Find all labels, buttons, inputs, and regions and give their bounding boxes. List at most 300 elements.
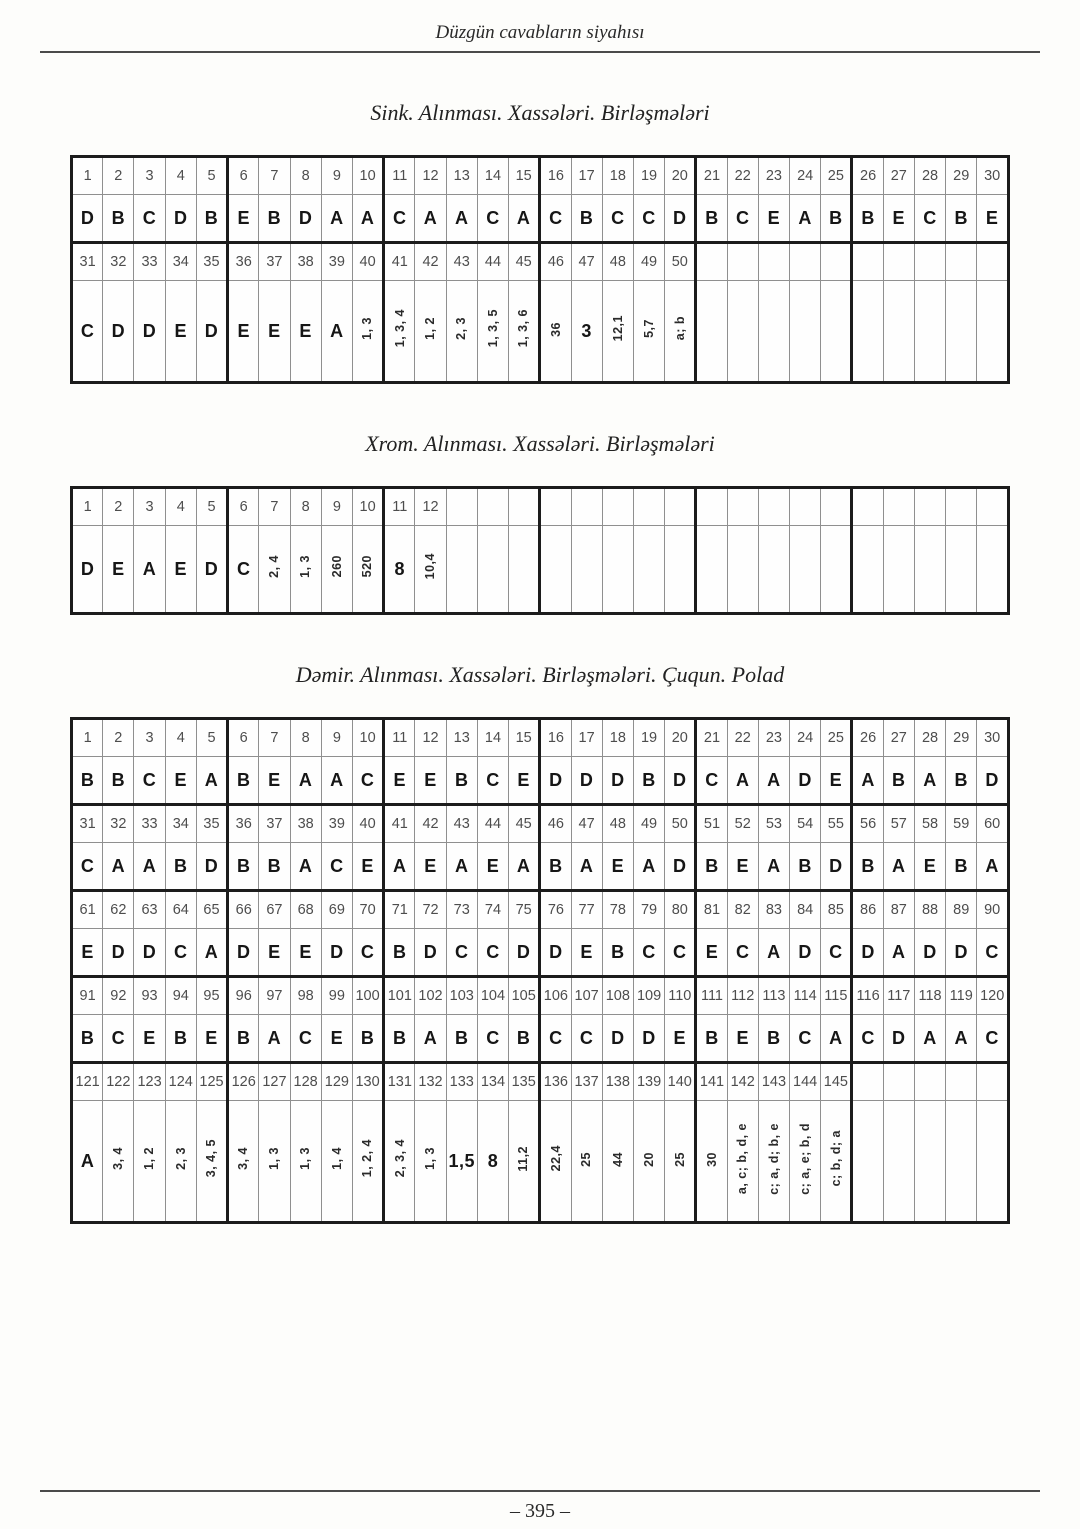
answer-cell: C bbox=[602, 195, 633, 243]
rotated-answer-text: 30 bbox=[704, 1151, 719, 1167]
answer-cell bbox=[352, 281, 383, 383]
answer-key-section bbox=[0, 661, 1080, 1224]
question-number-cell: 2 bbox=[103, 719, 134, 757]
question-number-cell: 29 bbox=[946, 157, 977, 195]
answer-cell: C bbox=[977, 929, 1009, 977]
question-number-cell: 1 bbox=[72, 157, 103, 195]
answer-cell bbox=[290, 526, 321, 614]
answer-cell bbox=[290, 1101, 321, 1223]
answer-cell: C bbox=[165, 929, 196, 977]
answer-table bbox=[70, 717, 1010, 1224]
question-number-cell: 140 bbox=[665, 1063, 696, 1101]
answer-cell: B bbox=[821, 195, 852, 243]
question-number-cell: 45 bbox=[509, 243, 540, 281]
answer-cell: A bbox=[821, 1015, 852, 1063]
answer-cell: B bbox=[446, 1015, 477, 1063]
answer-cell: B bbox=[883, 757, 914, 805]
answer-cell bbox=[509, 281, 540, 383]
answer-cell bbox=[665, 281, 696, 383]
answer-cell bbox=[602, 1101, 633, 1223]
question-number-cell: 3 bbox=[134, 157, 165, 195]
question-number-cell: 4 bbox=[165, 157, 196, 195]
question-number-cell: 16 bbox=[540, 157, 571, 195]
rotated-answer-text: 1, 2 bbox=[423, 317, 438, 340]
rotated-answer-text: 1, 3 bbox=[267, 1147, 282, 1170]
question-number-cell: 103 bbox=[446, 977, 477, 1015]
question-number-cell: 100 bbox=[352, 977, 383, 1015]
question-number-cell: 41 bbox=[384, 805, 415, 843]
answer-cell: 8 bbox=[384, 526, 415, 614]
question-number-cell: 20 bbox=[665, 719, 696, 757]
answer-cell: B bbox=[696, 1015, 727, 1063]
answer-cell: E bbox=[602, 843, 633, 891]
answer-cell: C bbox=[477, 929, 508, 977]
question-number-cell: 142 bbox=[727, 1063, 758, 1101]
question-number-cell: 37 bbox=[259, 243, 290, 281]
answer-cell: A bbox=[446, 843, 477, 891]
question-number-cell: 133 bbox=[446, 1063, 477, 1101]
question-number-cell bbox=[821, 488, 852, 526]
question-number-cell: 39 bbox=[321, 243, 352, 281]
question-number-cell bbox=[821, 243, 852, 281]
answer-cell: E bbox=[103, 526, 134, 614]
answer-cell: A bbox=[571, 843, 602, 891]
question-number-cell: 66 bbox=[228, 891, 259, 929]
rotated-answer-text: 25 bbox=[579, 1151, 594, 1167]
answer-cell: E bbox=[696, 929, 727, 977]
answer-cell: B bbox=[696, 843, 727, 891]
question-number-cell: 26 bbox=[852, 157, 883, 195]
question-number-cell: 27 bbox=[883, 719, 914, 757]
answer-cell bbox=[446, 526, 477, 614]
question-number-cell: 49 bbox=[633, 243, 664, 281]
question-number-cell: 44 bbox=[477, 243, 508, 281]
rotated-answer-text: 3, 4 bbox=[236, 1147, 251, 1170]
question-number-cell bbox=[852, 1063, 883, 1101]
question-number-cell: 67 bbox=[259, 891, 290, 929]
answer-cell: D bbox=[228, 929, 259, 977]
page-header bbox=[0, 0, 1080, 53]
question-number-cell: 21 bbox=[696, 157, 727, 195]
answer-cell: E bbox=[415, 757, 446, 805]
question-number-cell: 56 bbox=[852, 805, 883, 843]
answer-cell: E bbox=[165, 526, 196, 614]
question-number-cell: 125 bbox=[196, 1063, 227, 1101]
question-number-cell: 116 bbox=[852, 977, 883, 1015]
question-number-row bbox=[72, 243, 1009, 281]
question-number-cell: 18 bbox=[602, 157, 633, 195]
answer-key-tables bbox=[0, 99, 1080, 1224]
question-number-cell bbox=[914, 243, 945, 281]
question-number-cell: 12 bbox=[415, 157, 446, 195]
question-number-cell: 29 bbox=[946, 719, 977, 757]
question-number-cell: 11 bbox=[384, 719, 415, 757]
answer-cell: C bbox=[477, 195, 508, 243]
answer-cell bbox=[571, 1101, 602, 1223]
question-number-cell: 17 bbox=[571, 719, 602, 757]
answer-cell: A bbox=[758, 757, 789, 805]
answer-row bbox=[72, 929, 1009, 977]
question-number-cell: 77 bbox=[571, 891, 602, 929]
rotated-answer-text: 3, 4 bbox=[111, 1147, 126, 1170]
question-number-cell bbox=[977, 1063, 1009, 1101]
answer-cell: E bbox=[883, 195, 914, 243]
answer-cell bbox=[821, 281, 852, 383]
question-number-cell: 4 bbox=[165, 719, 196, 757]
rotated-answer-text: 1, 3 bbox=[423, 1147, 438, 1170]
answer-cell: D bbox=[977, 757, 1009, 805]
question-number-cell: 141 bbox=[696, 1063, 727, 1101]
answer-cell bbox=[946, 1101, 977, 1223]
answer-cell: B bbox=[228, 757, 259, 805]
question-number-cell: 121 bbox=[72, 1063, 103, 1101]
answer-cell: C bbox=[477, 757, 508, 805]
rotated-answer-text: a; b bbox=[672, 316, 687, 341]
answer-cell bbox=[415, 1101, 446, 1223]
question-number-cell: 119 bbox=[946, 977, 977, 1015]
rotated-answer-text: c; a, d; b, e bbox=[766, 1122, 781, 1195]
question-number-cell bbox=[696, 243, 727, 281]
answer-cell: C bbox=[446, 929, 477, 977]
answer-cell: D bbox=[852, 929, 883, 977]
answer-table bbox=[70, 155, 1010, 384]
answer-cell bbox=[852, 281, 883, 383]
answer-cell: 1,5 bbox=[446, 1101, 477, 1223]
answer-cell: B bbox=[228, 843, 259, 891]
answer-cell: D bbox=[72, 195, 103, 243]
answer-cell: A bbox=[852, 757, 883, 805]
question-number-row bbox=[72, 891, 1009, 929]
question-number-cell: 127 bbox=[259, 1063, 290, 1101]
answer-cell: 3 bbox=[571, 281, 602, 383]
question-number-cell: 47 bbox=[571, 243, 602, 281]
answer-key-section bbox=[0, 430, 1080, 615]
question-number-cell: 145 bbox=[821, 1063, 852, 1101]
answer-cell bbox=[134, 1101, 165, 1223]
question-number-cell bbox=[727, 488, 758, 526]
question-number-cell bbox=[446, 488, 477, 526]
answer-cell: D bbox=[602, 757, 633, 805]
question-number-cell: 24 bbox=[790, 719, 821, 757]
question-number-cell: 7 bbox=[259, 157, 290, 195]
question-number-cell: 144 bbox=[790, 1063, 821, 1101]
answer-cell: A bbox=[259, 1015, 290, 1063]
question-number-cell: 87 bbox=[883, 891, 914, 929]
question-number-cell: 2 bbox=[103, 488, 134, 526]
question-number-cell: 26 bbox=[852, 719, 883, 757]
question-number-cell: 6 bbox=[228, 719, 259, 757]
question-number-cell: 126 bbox=[228, 1063, 259, 1101]
question-number-cell: 19 bbox=[633, 719, 664, 757]
answer-cell bbox=[821, 1101, 852, 1223]
answer-cell: C bbox=[540, 195, 571, 243]
answer-cell bbox=[321, 1101, 352, 1223]
question-number-cell: 49 bbox=[633, 805, 664, 843]
answer-cell bbox=[384, 1101, 415, 1223]
question-number-cell: 92 bbox=[103, 977, 134, 1015]
answer-cell: D bbox=[165, 195, 196, 243]
question-number-cell: 15 bbox=[509, 719, 540, 757]
question-number-cell: 46 bbox=[540, 243, 571, 281]
answer-cell: B bbox=[946, 757, 977, 805]
question-number-row bbox=[72, 977, 1009, 1015]
answer-cell: B bbox=[790, 843, 821, 891]
question-number-cell: 70 bbox=[352, 891, 383, 929]
answer-cell: D bbox=[103, 929, 134, 977]
answer-cell bbox=[727, 281, 758, 383]
question-number-cell: 79 bbox=[633, 891, 664, 929]
question-number-cell: 113 bbox=[758, 977, 789, 1015]
question-number-cell: 10 bbox=[352, 488, 383, 526]
answer-cell: D bbox=[790, 929, 821, 977]
answer-cell: C bbox=[665, 929, 696, 977]
answer-cell bbox=[352, 526, 383, 614]
question-number-cell: 30 bbox=[977, 719, 1009, 757]
rotated-answer-text: 1, 3, 5 bbox=[485, 309, 500, 348]
answer-table bbox=[70, 486, 1010, 615]
question-number-row bbox=[72, 805, 1009, 843]
answer-cell: D bbox=[196, 526, 227, 614]
question-number-cell: 55 bbox=[821, 805, 852, 843]
answer-cell bbox=[914, 1101, 945, 1223]
question-number-cell bbox=[696, 488, 727, 526]
answer-cell: E bbox=[415, 843, 446, 891]
rotated-answer-text: 1, 3 bbox=[298, 1147, 313, 1170]
question-number-cell: 8 bbox=[290, 719, 321, 757]
answer-cell: D bbox=[134, 929, 165, 977]
answer-cell: A bbox=[321, 757, 352, 805]
answer-cell bbox=[727, 1101, 758, 1223]
question-number-cell: 6 bbox=[228, 157, 259, 195]
answer-cell: A bbox=[134, 843, 165, 891]
question-number-cell: 128 bbox=[290, 1063, 321, 1101]
question-number-cell: 12 bbox=[415, 719, 446, 757]
rotated-answer-text: 2, 3, 4 bbox=[392, 1139, 407, 1178]
answer-cell: A bbox=[727, 757, 758, 805]
answer-cell: A bbox=[790, 195, 821, 243]
answer-cell bbox=[477, 526, 508, 614]
question-number-cell bbox=[727, 243, 758, 281]
question-number-cell: 35 bbox=[196, 805, 227, 843]
answer-row bbox=[72, 526, 1009, 614]
question-number-cell: 71 bbox=[384, 891, 415, 929]
question-number-cell: 28 bbox=[914, 157, 945, 195]
answer-cell: D bbox=[415, 929, 446, 977]
question-number-cell: 90 bbox=[977, 891, 1009, 929]
running-head: Düzgün cavabların siyahısı bbox=[435, 22, 645, 43]
question-number-cell: 39 bbox=[321, 805, 352, 843]
question-number-cell: 5 bbox=[196, 719, 227, 757]
question-number-cell: 14 bbox=[477, 719, 508, 757]
answer-cell bbox=[758, 526, 789, 614]
answer-cell bbox=[883, 526, 914, 614]
answer-cell: C bbox=[540, 1015, 571, 1063]
question-number-cell: 105 bbox=[509, 977, 540, 1015]
answer-cell: A bbox=[946, 1015, 977, 1063]
question-number-cell: 30 bbox=[977, 157, 1009, 195]
answer-cell: E bbox=[165, 757, 196, 805]
answer-cell: D bbox=[914, 929, 945, 977]
question-number-cell bbox=[540, 488, 571, 526]
answer-cell: E bbox=[165, 281, 196, 383]
question-number-cell: 18 bbox=[602, 719, 633, 757]
question-number-cell bbox=[571, 488, 602, 526]
answer-cell: E bbox=[477, 843, 508, 891]
question-number-cell bbox=[758, 243, 789, 281]
question-number-cell: 69 bbox=[321, 891, 352, 929]
rotated-answer-text: 10,4 bbox=[423, 553, 438, 580]
answer-cell: D bbox=[196, 281, 227, 383]
rotated-answer-text: 1, 3 bbox=[298, 555, 313, 578]
section-title: Xrom. Alınması. Xassələri. Birləşmələri bbox=[365, 431, 715, 456]
answer-cell: A bbox=[977, 843, 1009, 891]
question-number-cell: 3 bbox=[134, 488, 165, 526]
answer-cell: C bbox=[352, 757, 383, 805]
answer-cell: E bbox=[977, 195, 1009, 243]
question-number-cell: 25 bbox=[821, 719, 852, 757]
question-number-cell: 96 bbox=[228, 977, 259, 1015]
answer-cell bbox=[509, 1101, 540, 1223]
question-number-cell: 98 bbox=[290, 977, 321, 1015]
question-number-cell: 120 bbox=[977, 977, 1009, 1015]
question-number-cell: 109 bbox=[633, 977, 664, 1015]
rotated-answer-text: 12,1 bbox=[610, 315, 625, 342]
question-number-cell: 136 bbox=[540, 1063, 571, 1101]
question-number-row bbox=[72, 1063, 1009, 1101]
answer-row bbox=[72, 1015, 1009, 1063]
answer-cell: B bbox=[571, 195, 602, 243]
question-number-cell: 129 bbox=[321, 1063, 352, 1101]
rotated-answer-text: 2, 3 bbox=[454, 317, 469, 340]
question-number-cell: 73 bbox=[446, 891, 477, 929]
answer-cell: E bbox=[259, 757, 290, 805]
answer-cell: D bbox=[571, 757, 602, 805]
question-number-cell: 132 bbox=[415, 1063, 446, 1101]
answer-cell bbox=[852, 526, 883, 614]
answer-cell bbox=[665, 526, 696, 614]
answer-cell: E bbox=[72, 929, 103, 977]
answer-cell: A bbox=[352, 195, 383, 243]
question-number-cell: 27 bbox=[883, 157, 914, 195]
answer-cell: E bbox=[509, 757, 540, 805]
question-number-cell: 123 bbox=[134, 1063, 165, 1101]
question-number-cell: 108 bbox=[602, 977, 633, 1015]
answer-cell: C bbox=[103, 1015, 134, 1063]
question-number-cell: 97 bbox=[259, 977, 290, 1015]
question-number-cell: 45 bbox=[509, 805, 540, 843]
question-number-cell: 95 bbox=[196, 977, 227, 1015]
answer-cell: D bbox=[290, 195, 321, 243]
question-number-cell: 106 bbox=[540, 977, 571, 1015]
question-number-cell: 20 bbox=[665, 157, 696, 195]
answer-row bbox=[72, 281, 1009, 383]
answer-cell: E bbox=[259, 281, 290, 383]
question-number-cell bbox=[883, 488, 914, 526]
question-number-cell: 143 bbox=[758, 1063, 789, 1101]
question-number-cell: 15 bbox=[509, 157, 540, 195]
answer-cell bbox=[509, 526, 540, 614]
answer-cell: E bbox=[665, 1015, 696, 1063]
question-number-cell: 78 bbox=[602, 891, 633, 929]
answer-cell: E bbox=[352, 843, 383, 891]
answer-cell: D bbox=[540, 757, 571, 805]
answer-cell bbox=[790, 1101, 821, 1223]
answer-cell: B bbox=[446, 757, 477, 805]
question-number-cell: 42 bbox=[415, 805, 446, 843]
question-number-cell: 40 bbox=[352, 243, 383, 281]
question-number-cell: 42 bbox=[415, 243, 446, 281]
question-number-cell: 6 bbox=[228, 488, 259, 526]
question-number-cell: 89 bbox=[946, 891, 977, 929]
answer-row bbox=[72, 195, 1009, 243]
question-number-cell: 59 bbox=[946, 805, 977, 843]
answer-cell: C bbox=[228, 526, 259, 614]
answer-cell bbox=[321, 526, 352, 614]
answer-cell: A bbox=[196, 757, 227, 805]
answer-cell: A bbox=[446, 195, 477, 243]
question-number-cell: 38 bbox=[290, 805, 321, 843]
answer-cell: C bbox=[72, 843, 103, 891]
answer-cell bbox=[415, 526, 446, 614]
question-number-cell: 74 bbox=[477, 891, 508, 929]
answer-cell bbox=[758, 1101, 789, 1223]
rotated-answer-text: c; a, e; b, d bbox=[797, 1122, 812, 1195]
answer-cell bbox=[946, 281, 977, 383]
answer-cell bbox=[821, 526, 852, 614]
answer-cell bbox=[228, 1101, 259, 1223]
answer-cell: B bbox=[72, 1015, 103, 1063]
question-number-cell: 46 bbox=[540, 805, 571, 843]
answer-cell bbox=[602, 526, 633, 614]
answer-cell: A bbox=[758, 843, 789, 891]
question-number-cell: 16 bbox=[540, 719, 571, 757]
rotated-answer-text: 1, 3 bbox=[360, 317, 375, 340]
answer-cell: E bbox=[727, 843, 758, 891]
answer-cell: D bbox=[134, 281, 165, 383]
rotated-answer-text: 5,7 bbox=[641, 319, 656, 338]
question-number-cell: 9 bbox=[321, 157, 352, 195]
question-number-cell: 122 bbox=[103, 1063, 134, 1101]
question-number-cell: 94 bbox=[165, 977, 196, 1015]
question-number-cell: 31 bbox=[72, 243, 103, 281]
question-number-cell bbox=[946, 243, 977, 281]
question-number-cell: 8 bbox=[290, 488, 321, 526]
question-number-cell: 36 bbox=[228, 805, 259, 843]
question-number-cell: 107 bbox=[571, 977, 602, 1015]
answer-cell bbox=[540, 1101, 571, 1223]
answer-cell: B bbox=[602, 929, 633, 977]
question-number-cell: 44 bbox=[477, 805, 508, 843]
answer-cell: D bbox=[509, 929, 540, 977]
question-number-cell: 61 bbox=[72, 891, 103, 929]
question-number-cell: 23 bbox=[758, 719, 789, 757]
answer-cell: B bbox=[103, 195, 134, 243]
question-number-cell: 83 bbox=[758, 891, 789, 929]
answer-cell bbox=[977, 526, 1009, 614]
question-number-cell: 4 bbox=[165, 488, 196, 526]
rotated-answer-text: a, c; b, d, e bbox=[735, 1122, 750, 1195]
answer-cell: A bbox=[633, 843, 664, 891]
answer-cell: B bbox=[852, 195, 883, 243]
question-number-cell: 101 bbox=[384, 977, 415, 1015]
question-number-cell: 11 bbox=[384, 488, 415, 526]
answer-key-section bbox=[0, 99, 1080, 384]
question-number-cell: 7 bbox=[259, 719, 290, 757]
question-number-cell: 135 bbox=[509, 1063, 540, 1101]
question-number-cell: 14 bbox=[477, 157, 508, 195]
answer-cell bbox=[196, 1101, 227, 1223]
question-number-cell bbox=[883, 1063, 914, 1101]
